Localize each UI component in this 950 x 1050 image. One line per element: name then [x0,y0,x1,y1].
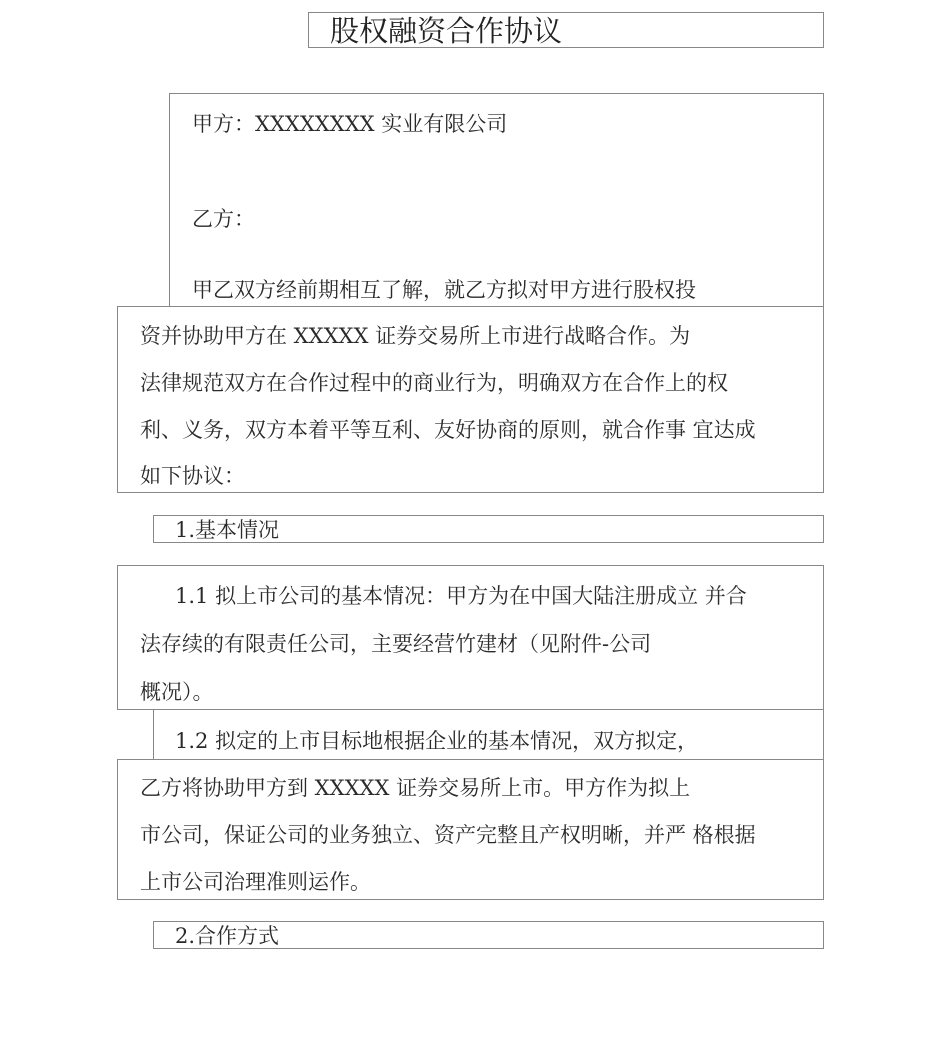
party-b: 乙方： [192,207,255,231]
section-1-heading: 1.基本情况 [175,518,280,542]
clause-1-2-line-4: 上市公司治理准则运作。 [140,870,371,894]
clause-1-2-line-1: 1.2 拟定的上市目标地根据企业的基本情况，双方拟定， [175,729,699,753]
intro-line-2: 资并协助甲方在 XXXXX 证券交易所上市进行战略合作。为 [140,324,691,348]
document-title: 股权融资合作协议 [330,14,563,48]
intro-line-5: 如下协议： [140,464,245,488]
clause-1-1-line-2: 法存续的有限责任公司，主要经营竹建材（见附件-公司 [140,632,652,656]
intro-line-3: 法律规范双方在合作过程中的商业行为，明确双方在合作上的权 [140,371,728,395]
clause-1-2-line-2: 乙方将协助甲方到 XXXXX 证券交易所上市。甲方作为拟上 [140,776,691,800]
clause-1-2-line-3: 市公司，保证公司的业务独立、资产完整且产权明晰，并严 格根据 [140,823,756,847]
intro-line-1: 甲乙双方经前期相互了解，就乙方拟对甲方进行股权投 [192,278,696,302]
clause-1-1-line-3: 概况）。 [140,680,214,704]
party-a: 甲方：XXXXXXXX 实业有限公司 [192,112,508,136]
section-2-heading: 2.合作方式 [175,924,280,948]
intro-line-4: 利、义务，双方本着平等互利、友好协商的原则，就合作事 宜达成 [140,418,756,442]
clause-1-1-line-1: 1.1 拟上市公司的基本情况：甲方为在中国大陆注册成立 并合 [175,584,747,608]
